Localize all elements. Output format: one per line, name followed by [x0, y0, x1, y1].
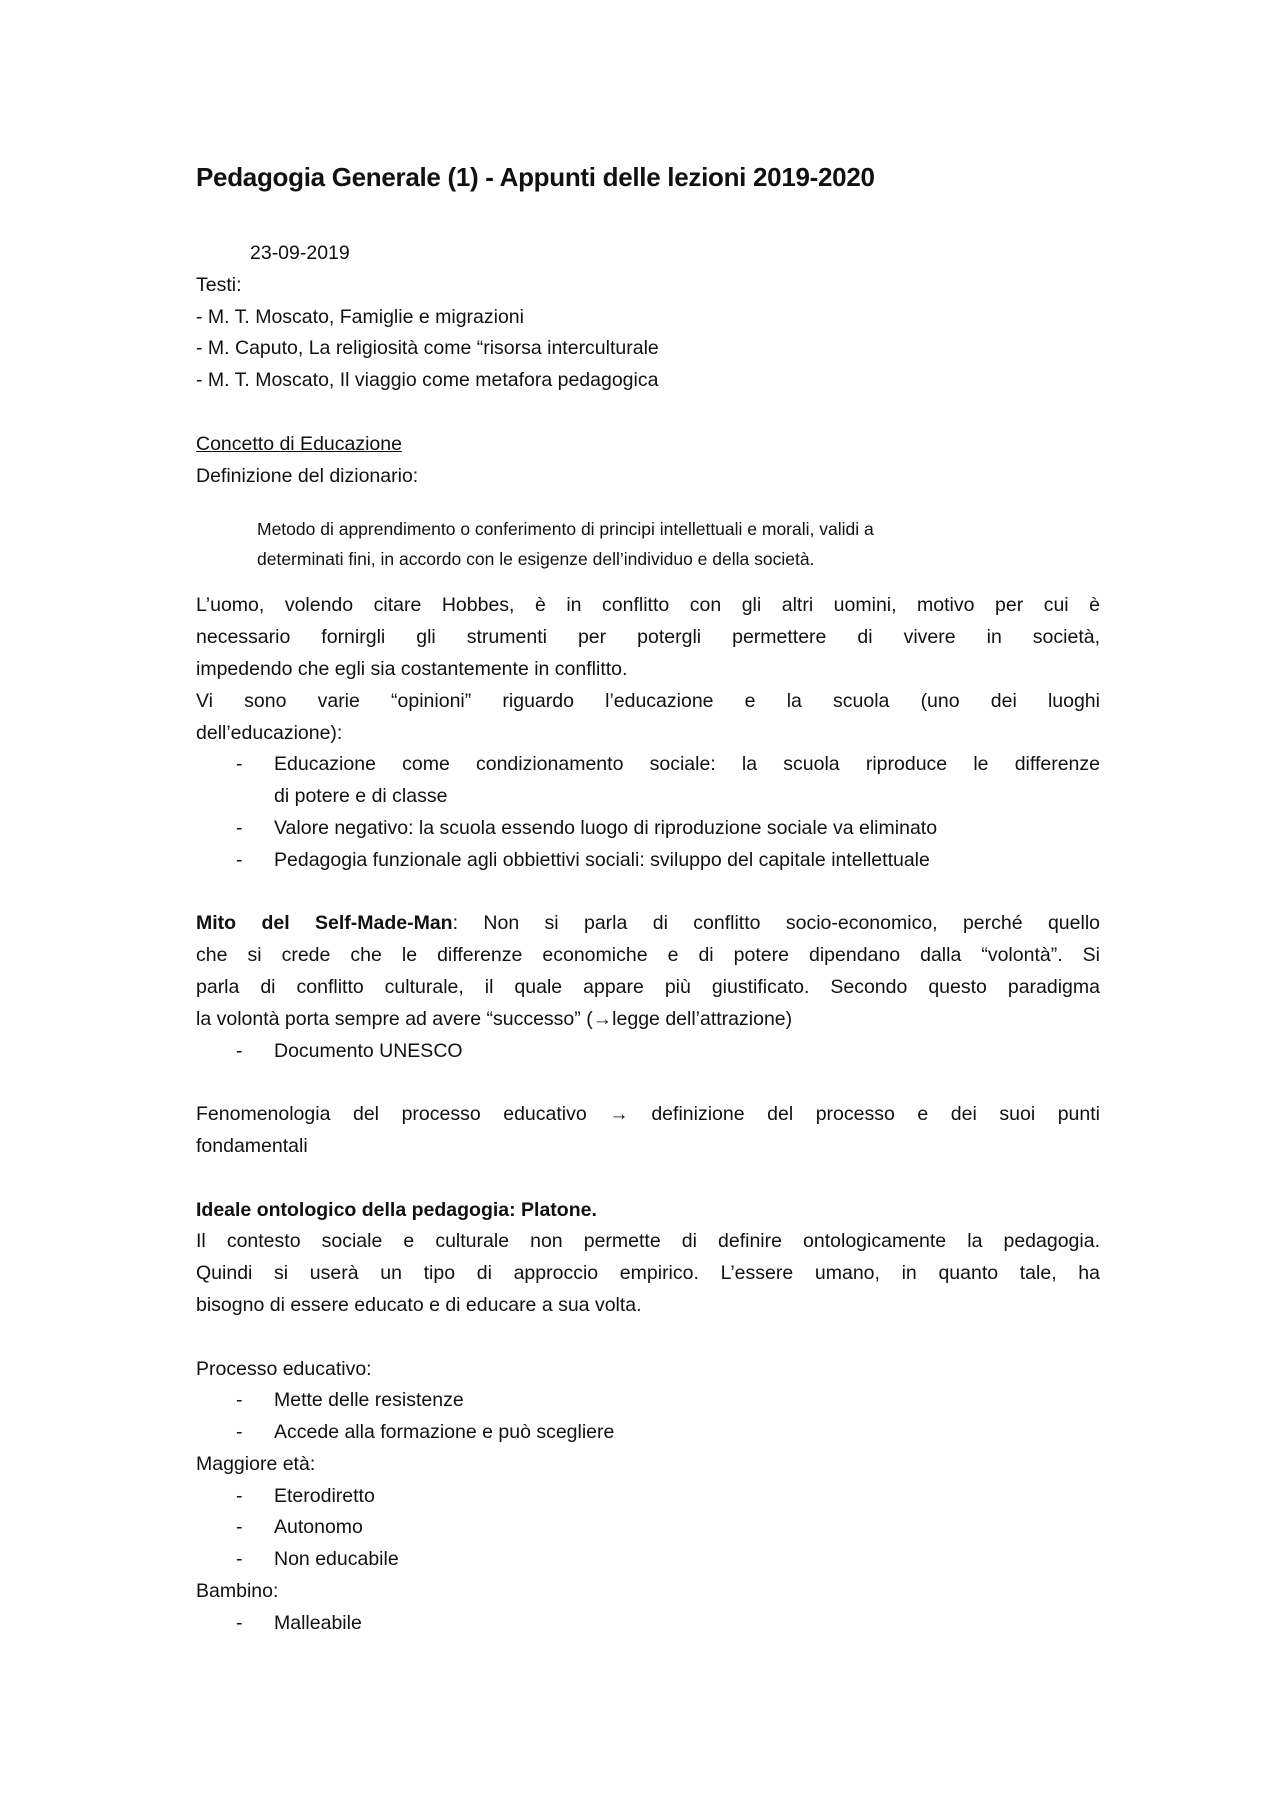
paragraph-line: bisogno di essere educato e di educare a sua volta.: [196, 1293, 642, 1316]
list-item-text: Educazione come condizionamento sociale: la scuola riproduce le differenze: [274, 753, 1100, 776]
ideal-heading: Ideale ontologico della pedagogia: Platone.: [196, 1198, 597, 1221]
bullet-dash: -: [236, 753, 243, 776]
list-item: [196, 1544, 1100, 1576]
lesson-date: 23-09-2019: [250, 242, 350, 264]
list-item-text: Mette delle resistenze: [274, 1389, 464, 1412]
list-item-text: Eterodiretto: [274, 1484, 375, 1507]
adult-label: Maggiore età:: [196, 1452, 316, 1475]
paragraph-line: Quindi si userà un tipo di approccio empirico. L’essere umano, in quanto tale, ha: [196, 1262, 1100, 1285]
text-reference: - M. T. Moscato, Il viaggio come metafora pedagogica: [196, 369, 659, 392]
text-reference: - M. T. Moscato, Famiglie e migrazioni: [196, 305, 524, 328]
list-item-continuation: di potere e di classe: [274, 785, 448, 808]
list-item: [196, 845, 1100, 877]
paragraph-line: fondamentali: [196, 1134, 308, 1157]
bullet-dash: -: [236, 1039, 243, 1062]
concept-heading: Concetto di Educazione: [196, 432, 402, 455]
list-item-text: Malleabile: [274, 1611, 362, 1634]
bullet-dash: -: [236, 816, 243, 839]
paragraph-line: parla di conflitto culturale, il quale appare più giustificato. Secondo questo paradigma: [196, 975, 1100, 998]
list-item-text: Pedagogia funzionale agli obbiettivi sociali: sviluppo del capitale intellettuale: [274, 848, 930, 871]
process-label: Processo educativo:: [196, 1357, 372, 1380]
bullet-dash: -: [236, 1548, 243, 1571]
child-label: Bambino:: [196, 1580, 279, 1603]
bullet-dash: -: [236, 1611, 243, 1634]
texts-label: Testi:: [196, 273, 242, 296]
paragraph-line: necessario fornirgli gli strumenti per potergli permettere di vivere in società,: [196, 626, 1100, 649]
list-item-text: Documento UNESCO: [274, 1039, 463, 1062]
paragraph-line: impedendo che egli sia costantemente in conflitto.: [196, 657, 628, 680]
document-body: [196, 238, 1100, 1640]
bullet-dash: -: [236, 1484, 243, 1507]
myth-text: : Non si parla di conflitto socio-economico, perché quello: [452, 912, 1101, 935]
text-reference: - M. Caputo, La religiosità come “risorsa interculturale: [196, 337, 659, 360]
list-item: [196, 1512, 1100, 1544]
list-item-text: Non educabile: [274, 1548, 399, 1571]
paragraph-line: la volontà porta sempre ad avere “successo” (→legge dell’attrazione): [196, 1007, 793, 1030]
document-title: Pedagogia Generale (1) - Appunti delle lezioni 2019-2020: [196, 162, 875, 192]
myth-heading: Mito del Self-Made-Man: [196, 912, 453, 935]
definition-label: Definizione del dizionario:: [196, 464, 419, 487]
paragraph-line: che si crede che le differenze economiche e di potere dipendano dalla “volontà”. Si: [196, 944, 1100, 967]
list-item: [196, 749, 1100, 781]
paragraph-line: Il contesto sociale e culturale non permette di definire ontologicamente la pedagogia.: [196, 1230, 1100, 1253]
quote-line: determinati fini, in accordo con le esigenze dell’individuo e della società.: [257, 549, 815, 570]
dictionary-quote: [257, 514, 1100, 574]
list-item: [196, 1481, 1100, 1513]
list-item-text: Valore negativo: la scuola essendo luogo di riproduzione sociale va eliminato: [274, 816, 938, 839]
list-item-text: Autonomo: [274, 1516, 363, 1539]
paragraph-line: L’uomo, volendo citare Hobbes, è in conflitto con gli altri uomini, motivo per cui è: [196, 594, 1100, 617]
bullet-dash: -: [236, 1421, 243, 1444]
bullet-dash: -: [236, 1389, 243, 1412]
paragraph-line: Vi sono varie “opinioni” riguardo l’educazione e la scuola (uno dei luoghi: [196, 689, 1100, 712]
bullet-dash: -: [236, 1516, 243, 1539]
list-item: [196, 813, 1100, 845]
paragraph-line: dell’educazione):: [196, 721, 343, 744]
list-item: [196, 1417, 1100, 1449]
paragraph-line: [196, 908, 1100, 940]
list-item: [196, 1608, 1100, 1640]
list-item-text: Accede alla formazione e può scegliere: [274, 1421, 615, 1444]
quote-line: Metodo di apprendimento o conferimento di principi intellettuali e morali, validi a: [257, 519, 874, 540]
paragraph-line: Fenomenologia del processo educativo → definizione del processo e dei suoi punti: [196, 1103, 1100, 1126]
list-item: [196, 1036, 1100, 1068]
list-item: [196, 1385, 1100, 1417]
bullet-dash: -: [236, 848, 243, 871]
